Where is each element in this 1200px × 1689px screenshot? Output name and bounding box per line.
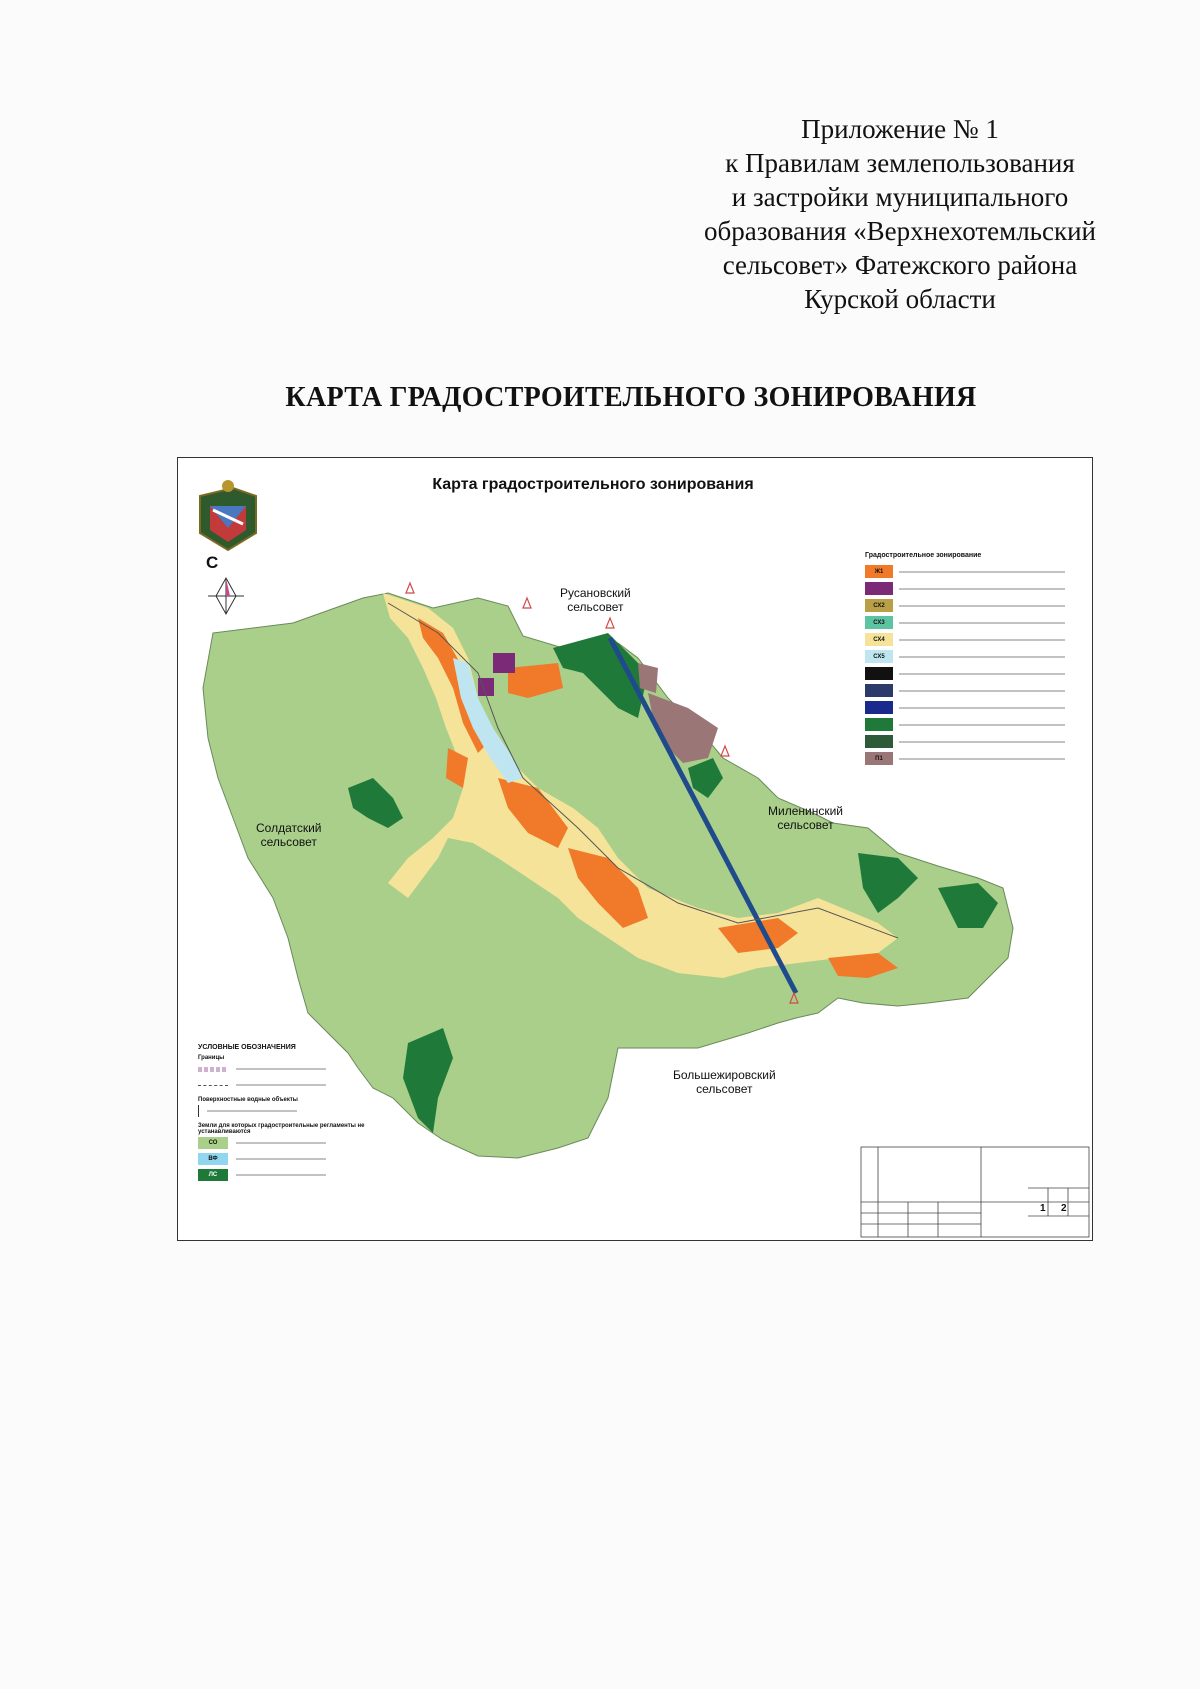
zoning-legend: [865, 552, 1065, 767]
appendix-line: Курской области: [804, 284, 996, 314]
neighbor-north-label: [560, 586, 631, 614]
legend-text-line: [899, 639, 1065, 641]
legend-item: [865, 597, 1065, 614]
neighbor-west-label: [256, 821, 322, 849]
coat-of-arms-icon: [200, 480, 256, 550]
convention-swatch: ВФ: [198, 1153, 228, 1165]
legend-swatch: П1: [865, 752, 893, 765]
legend-swatch: СХ5: [865, 650, 893, 663]
convention-item: [198, 1167, 388, 1183]
water-swatch: [198, 1105, 199, 1117]
legend-title: Градостроительное зонирование: [865, 552, 982, 559]
appendix-line: и застройки муниципального: [731, 182, 1069, 212]
boundary-row: [198, 1061, 388, 1077]
legend-swatch: [865, 735, 893, 748]
conventions-title: УСЛОВНЫЕ ОБОЗНАЧЕНИЯ: [198, 1044, 296, 1051]
legend-swatch: [865, 701, 893, 714]
legend-item: [865, 648, 1065, 665]
legend-text-line: [899, 724, 1065, 726]
text-line: [207, 1110, 297, 1112]
legend-item: [865, 733, 1065, 750]
convention-item: [198, 1135, 388, 1151]
neighbor-south-label: [673, 1068, 776, 1096]
border-marker: [721, 746, 729, 756]
public-zone: [493, 653, 515, 673]
conventions-section: Поверхностные водные объекты: [198, 1097, 298, 1103]
neighbor-name: Солдатский: [256, 821, 322, 835]
neighbor-suffix: сельсовет: [696, 1082, 753, 1096]
conventions-section: Границы: [198, 1055, 225, 1061]
legend-swatch: [865, 582, 893, 595]
convention-swatch: ЛС: [198, 1169, 228, 1181]
neighbor-name: Миленинский: [768, 804, 843, 818]
conventions-legend: [198, 1044, 388, 1183]
neighbor-east-label: [768, 804, 843, 832]
north-label: С: [206, 553, 219, 572]
neighbor-suffix: сельсовет: [777, 818, 834, 832]
border-marker: [523, 598, 531, 608]
water-row: [198, 1103, 388, 1119]
text-line: [236, 1084, 326, 1086]
neighbor-name: Русановский: [560, 586, 631, 600]
boundary-swatch: [198, 1067, 228, 1072]
text-line: [236, 1158, 326, 1160]
legend-text-line: [899, 673, 1065, 675]
legend-text-line: [899, 741, 1065, 743]
legend-swatch: СХ2: [865, 599, 893, 612]
legend-text-line: [899, 571, 1065, 573]
convention-item: [198, 1151, 388, 1167]
boundary-swatch: [198, 1085, 228, 1086]
legend-swatch: Ж1: [865, 565, 893, 578]
text-line: [236, 1142, 326, 1144]
appendix-line: Приложение № 1: [801, 114, 999, 144]
legend-swatch: СХ3: [865, 616, 893, 629]
legend-item: [865, 631, 1065, 648]
text-line: [236, 1174, 326, 1176]
legend-swatch: [865, 718, 893, 731]
legend-text-line: [899, 758, 1065, 760]
neighbor-suffix: сельсовет: [567, 600, 624, 614]
boundary-row: [198, 1077, 388, 1093]
legend-item: [865, 665, 1065, 682]
legend-item: [865, 716, 1065, 733]
appendix-line: образования «Верхнехотемльский: [703, 216, 1096, 246]
border-marker: [406, 583, 414, 593]
legend-item: [865, 699, 1065, 716]
convention-swatch: СО: [198, 1137, 228, 1149]
legend-text-line: [899, 707, 1065, 709]
conventions-section: Земли для которых градостроительные регламенты не устанавливаются: [198, 1123, 365, 1135]
legend-item: [865, 682, 1065, 699]
map-title: Карта градостроительного зонирования: [432, 476, 754, 493]
legend-text-line: [899, 605, 1065, 607]
legend-item: [865, 580, 1065, 597]
legend-swatch: СХ4: [865, 633, 893, 646]
text-line: [236, 1068, 326, 1070]
north-arrow-icon: [208, 578, 244, 614]
zoning-map: [177, 457, 1093, 1241]
legend-text-line: [899, 656, 1065, 658]
sheet-count: 2: [1061, 1203, 1067, 1214]
legend-swatch: [865, 667, 893, 680]
legend-item: [865, 563, 1065, 580]
sheet-number: 1: [1040, 1203, 1046, 1214]
legend-text-line: [899, 690, 1065, 692]
appendix-line: к Правилам землепользования: [725, 148, 1075, 178]
border-marker: [606, 618, 614, 628]
legend-item: [865, 614, 1065, 631]
document-title: КАРТА ГРАДОСТРОИТЕЛЬНОГО ЗОНИРОВАНИЯ: [285, 382, 977, 413]
neighbor-suffix: сельсовет: [260, 835, 317, 849]
neighbor-name: Большежировский: [673, 1068, 776, 1082]
title-block-grid: [861, 1147, 1089, 1237]
legend-text-line: [899, 622, 1065, 624]
legend-item: [865, 750, 1065, 767]
appendix-header: [620, 112, 1180, 316]
appendix-line: сельсовет» Фатежского района: [722, 250, 1078, 280]
legend-text-line: [899, 588, 1065, 590]
legend-swatch: [865, 684, 893, 697]
